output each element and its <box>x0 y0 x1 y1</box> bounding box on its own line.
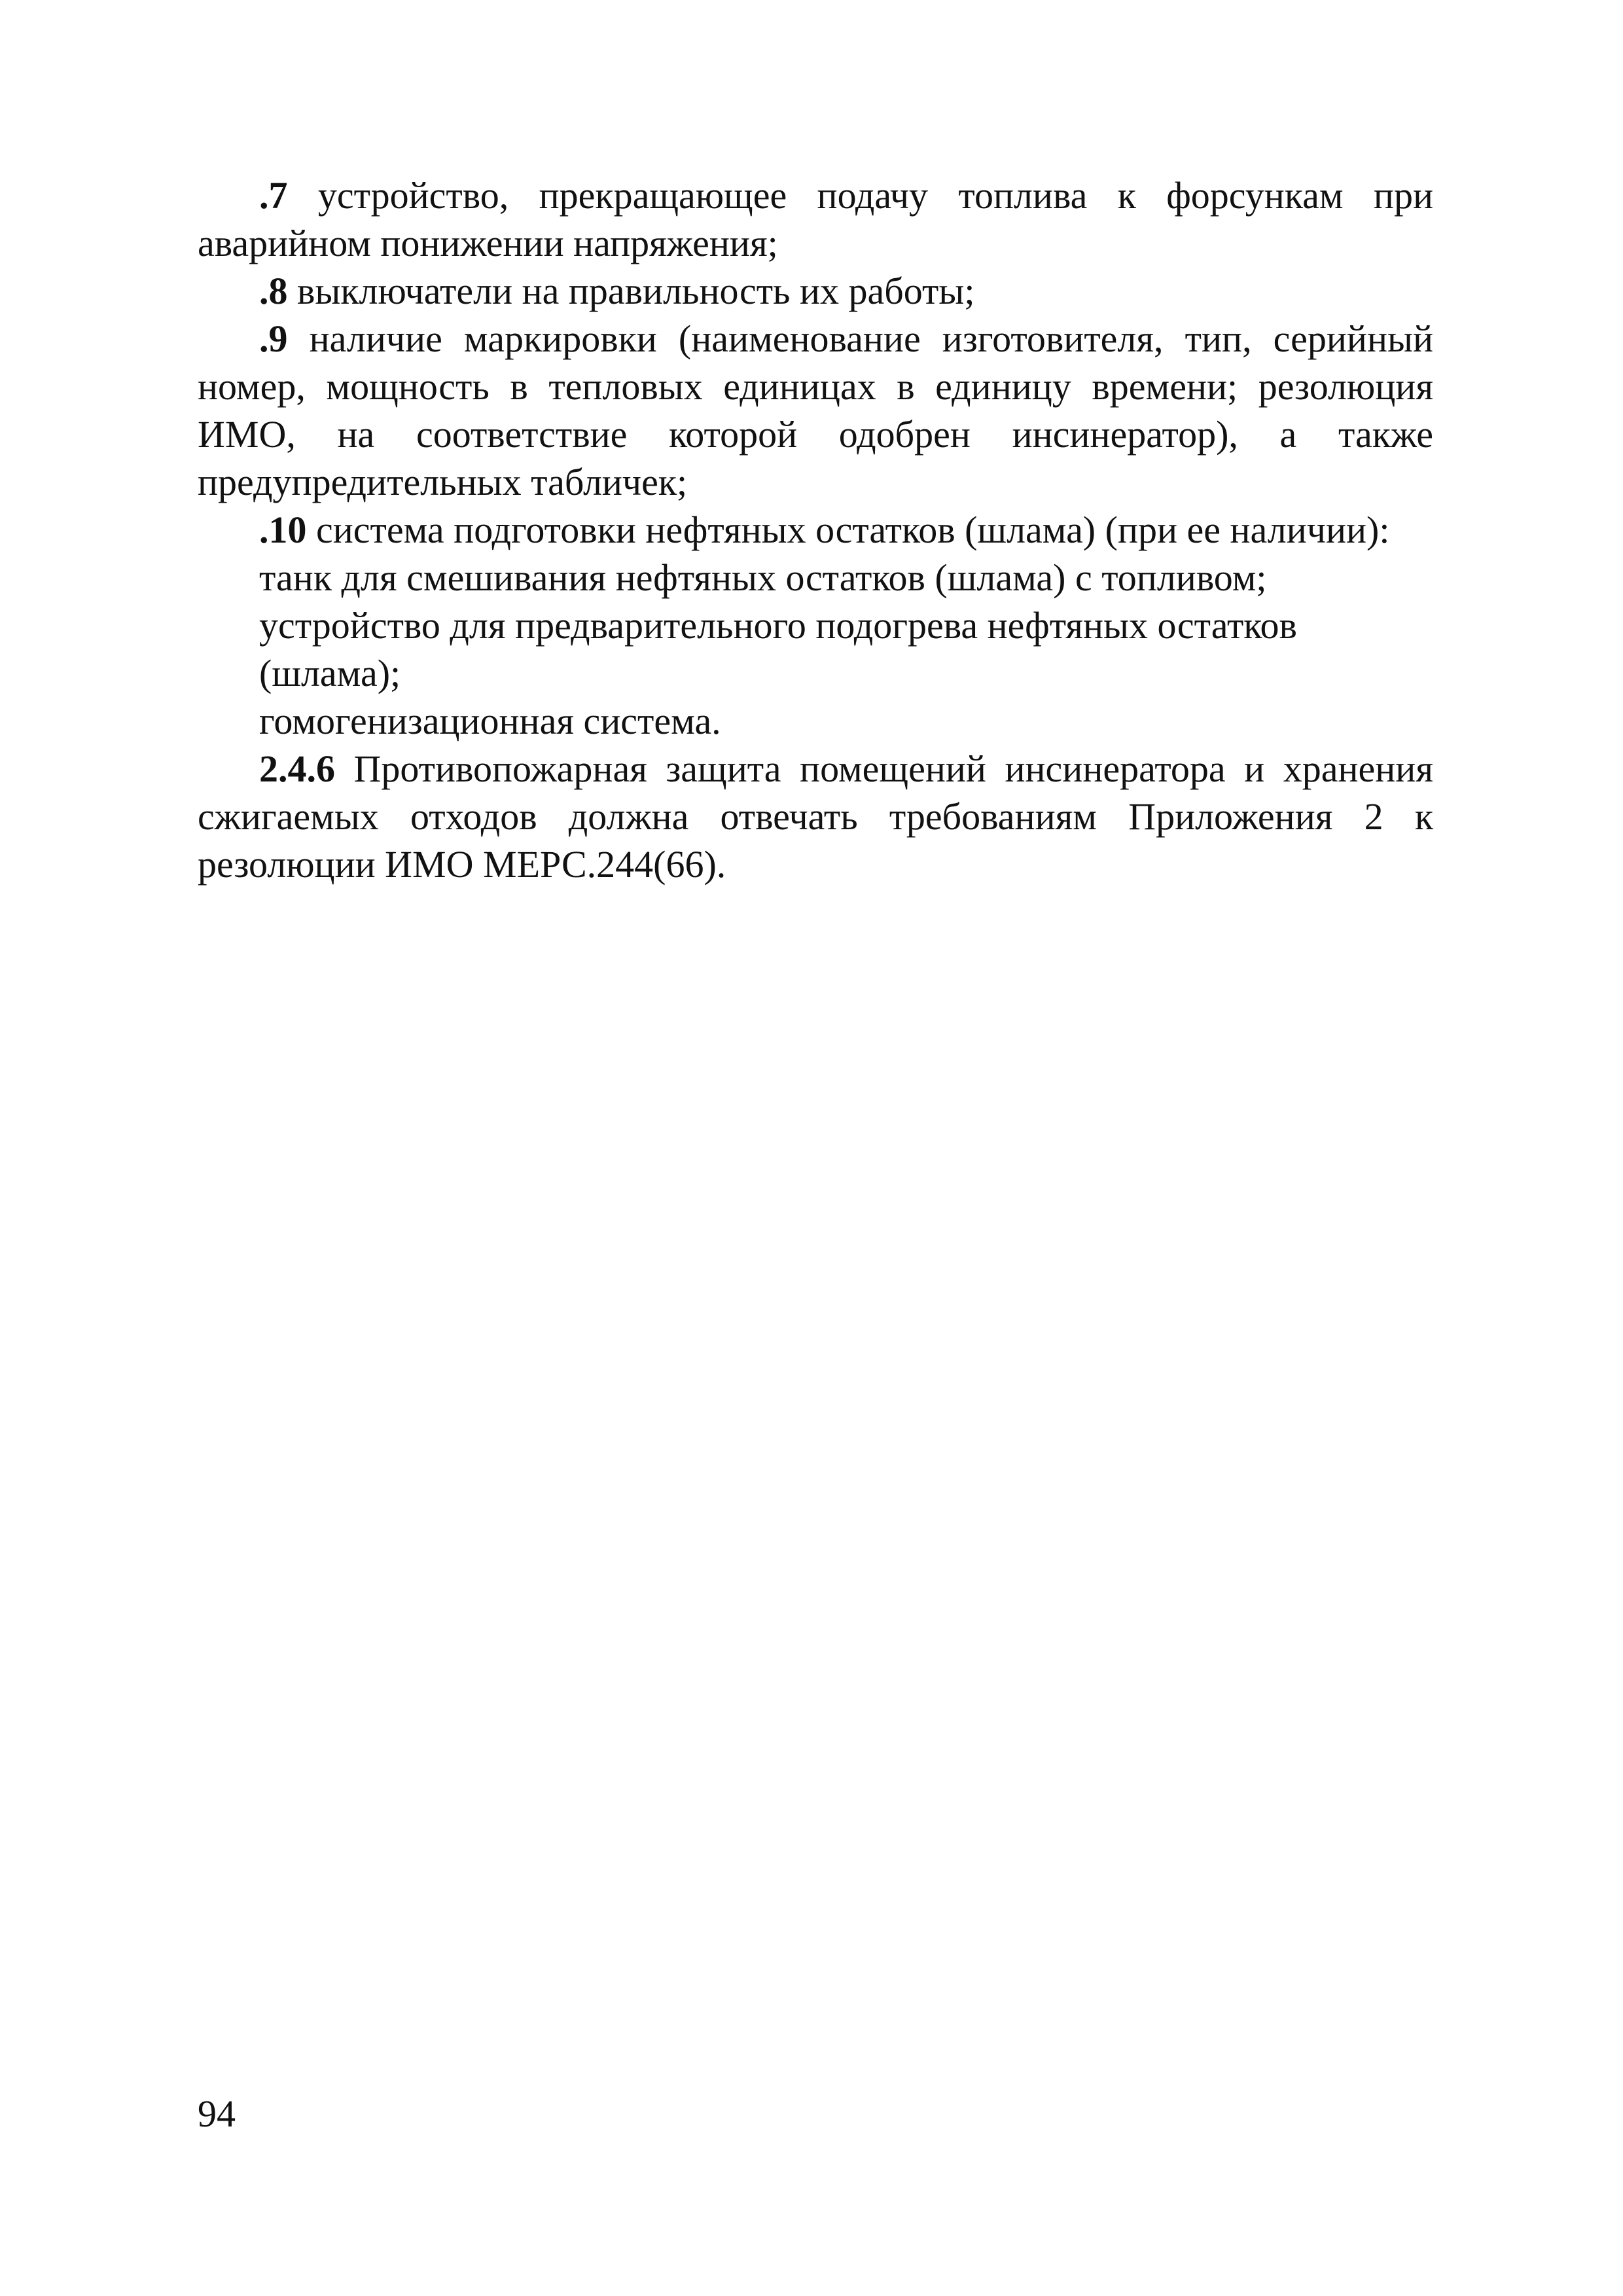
page-body <box>198 171 1433 888</box>
item-text: выключатели на правильность их работы; <box>287 270 975 312</box>
item-number: .7 <box>259 174 288 217</box>
item-text: система подготовки нефтяных остатков (шлама) (при ее наличии): <box>306 509 1390 551</box>
sub-item: танк для смешивания нефтяных остатков (шлама) с топливом; <box>259 556 1267 599</box>
item-10 <box>198 506 1433 554</box>
item-9 <box>198 315 1433 506</box>
sub-item: устройство для предварительного подогрева нефтяных остатков (шлама); <box>259 604 1297 694</box>
item-number: .9 <box>259 317 288 360</box>
sub-item: гомогенизационная система. <box>259 700 721 742</box>
item-text: наличие маркировки (наименование изготовителя, тип, серийный номер, мощность в тепловых единицах в единицу времени; резолюция ИМО, на соответствие которой одобрен инсинератор), а также предупредительных табличек; <box>198 317 1433 503</box>
item-7 <box>198 171 1433 267</box>
item-number: .10 <box>259 509 307 551</box>
section-number: 2.4.6 <box>259 747 335 790</box>
item-text: устройство, прекращающее подачу топлива к форсункам при аварийном понижении напряжения; <box>198 174 1433 264</box>
section-text: Противопожарная защита помещений инсинератора и хранения сжигаемых отходов должна отвечать требованиям Приложения 2 к резолюции ИМО МЕРС.244(66). <box>198 747 1433 886</box>
item-8 <box>198 267 1433 315</box>
page-number: 94 <box>198 2092 236 2135</box>
item-number: .8 <box>259 270 288 312</box>
section-2-4-6 <box>198 745 1433 888</box>
